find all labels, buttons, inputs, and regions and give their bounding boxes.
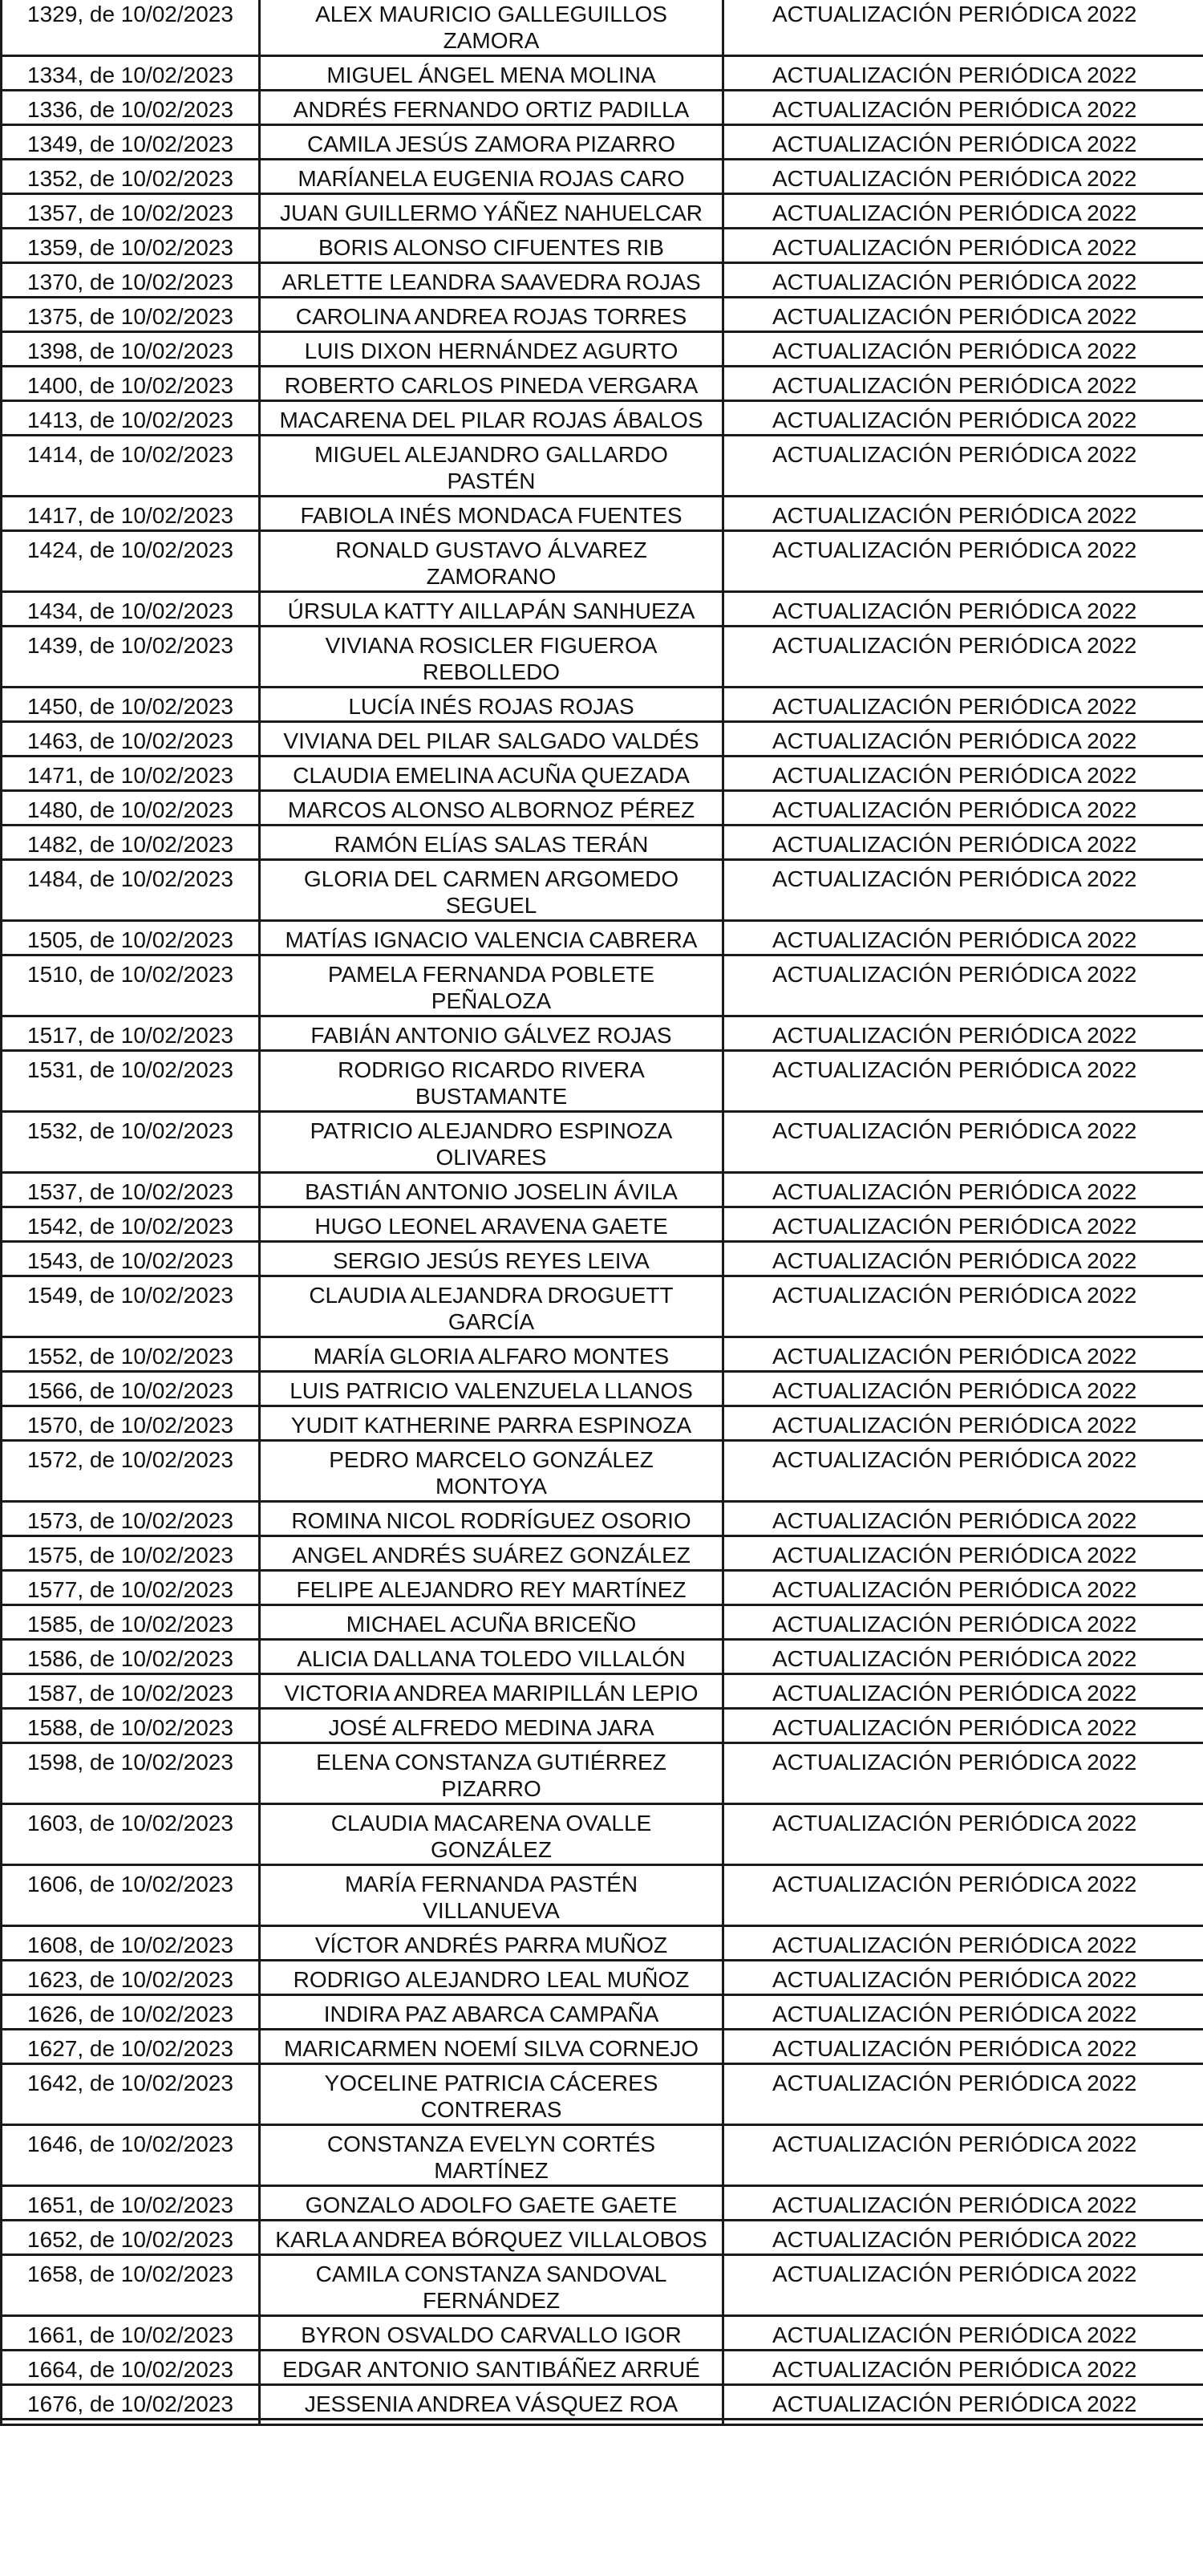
resolution-cell: 1570, de 10/02/2023 — [2, 1406, 260, 1441]
resolution-cell: 1676, de 10/02/2023 — [2, 2385, 260, 2420]
act-cell: ACTUALIZACIÓN PERIÓDICA 2022 — [723, 592, 1203, 627]
name-cell: JOSÉ ALFREDO MEDINA JARA — [260, 1709, 723, 1743]
table-row — [2, 367, 1203, 401]
resolution-cell: 1587, de 10/02/2023 — [2, 1674, 260, 1709]
act-cell: ACTUALIZACIÓN PERIÓDICA 2022 — [723, 1961, 1203, 1995]
table-row — [2, 91, 1203, 125]
name-cell: ROBERTO CARLOS PINEDA VERGARA — [260, 367, 723, 401]
act-cell: ACTUALIZACIÓN PERIÓDICA 2022 — [723, 627, 1203, 688]
table-row — [2, 1276, 1203, 1337]
table-row — [2, 2255, 1203, 2316]
name-cell: MACARENA DEL PILAR ROJAS ÁBALOS — [260, 401, 723, 436]
table-row — [2, 56, 1203, 91]
table-row — [2, 826, 1203, 860]
partial-cell — [2, 2420, 260, 2425]
act-cell: ACTUALIZACIÓN PERIÓDICA 2022 — [723, 436, 1203, 497]
resolution-cell: 1543, de 10/02/2023 — [2, 1242, 260, 1276]
act-cell: ACTUALIZACIÓN PERIÓDICA 2022 — [723, 1502, 1203, 1536]
table-row — [2, 1536, 1203, 1571]
name-cell: ROMINA NICOL RODRÍGUEZ OSORIO — [260, 1502, 723, 1536]
table-row — [2, 194, 1203, 229]
resolution-cell: 1532, de 10/02/2023 — [2, 1112, 260, 1173]
table-row — [2, 1207, 1203, 1242]
table-row — [2, 2030, 1203, 2064]
name-cell: CLAUDIA MACARENA OVALLE GONZÁLEZ — [260, 1804, 723, 1865]
table-row — [2, 298, 1203, 332]
name-cell: RODRIGO ALEJANDRO LEAL MUÑOZ — [260, 1961, 723, 1995]
name-cell: BORIS ALONSO CIFUENTES RIB — [260, 229, 723, 263]
name-cell: PAMELA FERNANDA POBLETE PEÑALOZA — [260, 955, 723, 1016]
table-row — [2, 1173, 1203, 1207]
table-row — [2, 1051, 1203, 1112]
act-cell: ACTUALIZACIÓN PERIÓDICA 2022 — [723, 91, 1203, 125]
name-cell: CLAUDIA ALEJANDRA DROGUETT GARCÍA — [260, 1276, 723, 1337]
act-cell: ACTUALIZACIÓN PERIÓDICA 2022 — [723, 1995, 1203, 2030]
act-cell: ACTUALIZACIÓN PERIÓDICA 2022 — [723, 1865, 1203, 1926]
table-row — [2, 0, 1203, 56]
resolution-cell: 1434, de 10/02/2023 — [2, 592, 260, 627]
table-row — [2, 2064, 1203, 2125]
resolution-cell: 1642, de 10/02/2023 — [2, 2064, 260, 2125]
table-row — [2, 263, 1203, 298]
table-row — [2, 1441, 1203, 1502]
name-cell: FELIPE ALEJANDRO REY MARTÍNEZ — [260, 1571, 723, 1605]
name-cell: ARLETTE LEANDRA SAAVEDRA ROJAS — [260, 263, 723, 298]
resolution-cell: 1627, de 10/02/2023 — [2, 2030, 260, 2064]
act-cell: ACTUALIZACIÓN PERIÓDICA 2022 — [723, 2351, 1203, 2385]
name-cell: INDIRA PAZ ABARCA CAMPAÑA — [260, 1995, 723, 2030]
table-row — [2, 2316, 1203, 2351]
resolution-cell: 1450, de 10/02/2023 — [2, 688, 260, 722]
resolution-cell: 1575, de 10/02/2023 — [2, 1536, 260, 1571]
resolution-cell: 1370, de 10/02/2023 — [2, 263, 260, 298]
name-cell: ANDRÉS FERNANDO ORTIZ PADILLA — [260, 91, 723, 125]
act-cell: ACTUALIZACIÓN PERIÓDICA 2022 — [723, 0, 1203, 56]
act-cell: ACTUALIZACIÓN PERIÓDICA 2022 — [723, 263, 1203, 298]
resolution-cell: 1352, de 10/02/2023 — [2, 160, 260, 194]
name-cell: MARICARMEN NOEMÍ SILVA CORNEJO — [260, 2030, 723, 2064]
resolution-cell: 1357, de 10/02/2023 — [2, 194, 260, 229]
name-cell: CAROLINA ANDREA ROJAS TORRES — [260, 298, 723, 332]
act-cell: ACTUALIZACIÓN PERIÓDICA 2022 — [723, 1926, 1203, 1961]
resolution-cell: 1608, de 10/02/2023 — [2, 1926, 260, 1961]
resolution-cell: 1510, de 10/02/2023 — [2, 955, 260, 1016]
name-cell: CAMILA CONSTANZA SANDOVAL FERNÁNDEZ — [260, 2255, 723, 2316]
act-cell: ACTUALIZACIÓN PERIÓDICA 2022 — [723, 1640, 1203, 1674]
act-cell: ACTUALIZACIÓN PERIÓDICA 2022 — [723, 2186, 1203, 2221]
resolution-cell: 1424, de 10/02/2023 — [2, 531, 260, 592]
resolution-cell: 1336, de 10/02/2023 — [2, 91, 260, 125]
name-cell: ANGEL ANDRÉS SUÁREZ GONZÁLEZ — [260, 1536, 723, 1571]
act-cell: ACTUALIZACIÓN PERIÓDICA 2022 — [723, 1441, 1203, 1502]
act-cell: ACTUALIZACIÓN PERIÓDICA 2022 — [723, 2385, 1203, 2420]
act-cell: ACTUALIZACIÓN PERIÓDICA 2022 — [723, 125, 1203, 160]
table-row — [2, 1926, 1203, 1961]
act-cell: ACTUALIZACIÓN PERIÓDICA 2022 — [723, 497, 1203, 531]
table-row — [2, 1743, 1203, 1804]
name-cell: SERGIO JESÚS REYES LEIVA — [260, 1242, 723, 1276]
resolution-cell: 1417, de 10/02/2023 — [2, 497, 260, 531]
resolution-cell: 1400, de 10/02/2023 — [2, 367, 260, 401]
act-cell: ACTUALIZACIÓN PERIÓDICA 2022 — [723, 1112, 1203, 1173]
resolution-cell: 1471, de 10/02/2023 — [2, 757, 260, 791]
table-row — [2, 1406, 1203, 1441]
resolution-cell: 1588, de 10/02/2023 — [2, 1709, 260, 1743]
act-cell: ACTUALIZACIÓN PERIÓDICA 2022 — [723, 791, 1203, 826]
resolution-cell: 1586, de 10/02/2023 — [2, 1640, 260, 1674]
resolution-cell: 1439, de 10/02/2023 — [2, 627, 260, 688]
act-cell: ACTUALIZACIÓN PERIÓDICA 2022 — [723, 229, 1203, 263]
act-cell: ACTUALIZACIÓN PERIÓDICA 2022 — [723, 2030, 1203, 2064]
resolution-cell: 1375, de 10/02/2023 — [2, 298, 260, 332]
act-cell: ACTUALIZACIÓN PERIÓDICA 2022 — [723, 298, 1203, 332]
resolution-cell: 1664, de 10/02/2023 — [2, 2351, 260, 2385]
resolution-cell: 1359, de 10/02/2023 — [2, 229, 260, 263]
name-cell: YUDIT KATHERINE PARRA ESPINOZA — [260, 1406, 723, 1441]
name-cell: RODRIGO RICARDO RIVERA BUSTAMANTE — [260, 1051, 723, 1112]
act-cell: ACTUALIZACIÓN PERIÓDICA 2022 — [723, 1406, 1203, 1441]
name-cell: PATRICIO ALEJANDRO ESPINOZA OLIVARES — [260, 1112, 723, 1173]
act-cell: ACTUALIZACIÓN PERIÓDICA 2022 — [723, 401, 1203, 436]
table-row — [2, 1502, 1203, 1536]
table-row — [2, 592, 1203, 627]
act-cell: ACTUALIZACIÓN PERIÓDICA 2022 — [723, 1372, 1203, 1406]
act-cell: ACTUALIZACIÓN PERIÓDICA 2022 — [723, 1804, 1203, 1865]
act-cell: ACTUALIZACIÓN PERIÓDICA 2022 — [723, 531, 1203, 592]
name-cell: VIVIANA DEL PILAR SALGADO VALDÉS — [260, 722, 723, 757]
act-cell: ACTUALIZACIÓN PERIÓDICA 2022 — [723, 1674, 1203, 1709]
name-cell: JESSENIA ANDREA VÁSQUEZ ROA — [260, 2385, 723, 2420]
act-cell: ACTUALIZACIÓN PERIÓDICA 2022 — [723, 2255, 1203, 2316]
table-row — [2, 2221, 1203, 2255]
act-cell: ACTUALIZACIÓN PERIÓDICA 2022 — [723, 2316, 1203, 2351]
name-cell: LUIS PATRICIO VALENZUELA LLANOS — [260, 1372, 723, 1406]
table-row — [2, 791, 1203, 826]
act-cell: ACTUALIZACIÓN PERIÓDICA 2022 — [723, 2221, 1203, 2255]
act-cell: ACTUALIZACIÓN PERIÓDICA 2022 — [723, 1016, 1203, 1051]
name-cell: ALICIA DALLANA TOLEDO VILLALÓN — [260, 1640, 723, 1674]
name-cell: HUGO LEONEL ARAVENA GAETE — [260, 1207, 723, 1242]
resolution-cell: 1572, de 10/02/2023 — [2, 1441, 260, 1502]
table-row — [2, 1804, 1203, 1865]
resolution-cell: 1484, de 10/02/2023 — [2, 860, 260, 921]
name-cell: GLORIA DEL CARMEN ARGOMEDO SEGUEL — [260, 860, 723, 921]
name-cell: BYRON OSVALDO CARVALLO IGOR — [260, 2316, 723, 2351]
name-cell: VIVIANA ROSICLER FIGUEROA REBOLLEDO — [260, 627, 723, 688]
act-cell: ACTUALIZACIÓN PERIÓDICA 2022 — [723, 1276, 1203, 1337]
table-row — [2, 860, 1203, 921]
act-cell: ACTUALIZACIÓN PERIÓDICA 2022 — [723, 1051, 1203, 1112]
table-row — [2, 401, 1203, 436]
name-cell: ELENA CONSTANZA GUTIÉRREZ PIZARRO — [260, 1743, 723, 1804]
name-cell: CONSTANZA EVELYN CORTÉS MARTÍNEZ — [260, 2125, 723, 2186]
act-cell: ACTUALIZACIÓN PERIÓDICA 2022 — [723, 1536, 1203, 1571]
resolution-cell: 1652, de 10/02/2023 — [2, 2221, 260, 2255]
table-row — [2, 757, 1203, 791]
name-cell: EDGAR ANTONIO SANTIBÁÑEZ ARRUÉ — [260, 2351, 723, 2385]
resolution-cell: 1505, de 10/02/2023 — [2, 921, 260, 955]
table-row — [2, 2186, 1203, 2221]
name-cell: KARLA ANDREA BÓRQUEZ VILLALOBOS — [260, 2221, 723, 2255]
records-body — [2, 0, 1203, 2425]
resolution-cell: 1329, de 10/02/2023 — [2, 0, 260, 56]
name-cell: MARCOS ALONSO ALBORNOZ PÉREZ — [260, 791, 723, 826]
table-row — [2, 2385, 1203, 2420]
resolution-cell: 1585, de 10/02/2023 — [2, 1605, 260, 1640]
act-cell: ACTUALIZACIÓN PERIÓDICA 2022 — [723, 1173, 1203, 1207]
act-cell: ACTUALIZACIÓN PERIÓDICA 2022 — [723, 1709, 1203, 1743]
table-row — [2, 955, 1203, 1016]
act-cell: ACTUALIZACIÓN PERIÓDICA 2022 — [723, 826, 1203, 860]
table-row — [2, 1995, 1203, 2030]
partial-cell — [723, 2420, 1203, 2425]
name-cell: FABIÁN ANTONIO GÁLVEZ ROJAS — [260, 1016, 723, 1051]
resolution-cell: 1658, de 10/02/2023 — [2, 2255, 260, 2316]
table-row — [2, 1112, 1203, 1173]
resolution-cell: 1651, de 10/02/2023 — [2, 2186, 260, 2221]
resolution-cell: 1661, de 10/02/2023 — [2, 2316, 260, 2351]
table-row — [2, 1961, 1203, 1995]
table-row — [2, 722, 1203, 757]
name-cell: LUIS DIXON HERNÁNDEZ AGURTO — [260, 332, 723, 367]
act-cell: ACTUALIZACIÓN PERIÓDICA 2022 — [723, 1242, 1203, 1276]
table-row — [2, 531, 1203, 592]
name-cell: MARÍA FERNANDA PASTÉN VILLANUEVA — [260, 1865, 723, 1926]
act-cell: ACTUALIZACIÓN PERIÓDICA 2022 — [723, 1743, 1203, 1804]
table-row — [2, 1709, 1203, 1743]
name-cell: ALEX MAURICIO GALLEGUILLOS ZAMORA — [260, 0, 723, 56]
resolution-cell: 1334, de 10/02/2023 — [2, 56, 260, 91]
resolution-cell: 1480, de 10/02/2023 — [2, 791, 260, 826]
resolution-cell: 1463, de 10/02/2023 — [2, 722, 260, 757]
name-cell: MIGUEL ÁNGEL MENA MOLINA — [260, 56, 723, 91]
name-cell: CLAUDIA EMELINA ACUÑA QUEZADA — [260, 757, 723, 791]
table-row — [2, 497, 1203, 531]
table-row — [2, 1605, 1203, 1640]
resolution-cell: 1542, de 10/02/2023 — [2, 1207, 260, 1242]
resolution-cell: 1603, de 10/02/2023 — [2, 1804, 260, 1865]
resolution-cell: 1537, de 10/02/2023 — [2, 1173, 260, 1207]
act-cell: ACTUALIZACIÓN PERIÓDICA 2022 — [723, 2064, 1203, 2125]
resolution-cell: 1623, de 10/02/2023 — [2, 1961, 260, 1995]
act-cell: ACTUALIZACIÓN PERIÓDICA 2022 — [723, 722, 1203, 757]
name-cell: PEDRO MARCELO GONZÁLEZ MONTOYA — [260, 1441, 723, 1502]
table-row — [2, 160, 1203, 194]
table-row — [2, 332, 1203, 367]
table-row — [2, 1337, 1203, 1372]
table-row — [2, 1242, 1203, 1276]
act-cell: ACTUALIZACIÓN PERIÓDICA 2022 — [723, 757, 1203, 791]
table-row — [2, 1372, 1203, 1406]
resolution-cell: 1646, de 10/02/2023 — [2, 2125, 260, 2186]
table-row — [2, 1674, 1203, 1709]
name-cell: MIGUEL ALEJANDRO GALLARDO PASTÉN — [260, 436, 723, 497]
resolution-cell: 1398, de 10/02/2023 — [2, 332, 260, 367]
table-row — [2, 2351, 1203, 2385]
act-cell: ACTUALIZACIÓN PERIÓDICA 2022 — [723, 955, 1203, 1016]
table-row — [2, 627, 1203, 688]
table-row-partial — [2, 2420, 1203, 2425]
resolution-cell: 1549, de 10/02/2023 — [2, 1276, 260, 1337]
name-cell: ÚRSULA KATTY AILLAPÁN SANHUEZA — [260, 592, 723, 627]
resolution-cell: 1517, de 10/02/2023 — [2, 1016, 260, 1051]
act-cell: ACTUALIZACIÓN PERIÓDICA 2022 — [723, 860, 1203, 921]
name-cell: VÍCTOR ANDRÉS PARRA MUÑOZ — [260, 1926, 723, 1961]
resolution-cell: 1573, de 10/02/2023 — [2, 1502, 260, 1536]
resolution-cell: 1414, de 10/02/2023 — [2, 436, 260, 497]
name-cell: RAMÓN ELÍAS SALAS TERÁN — [260, 826, 723, 860]
act-cell: ACTUALIZACIÓN PERIÓDICA 2022 — [723, 1207, 1203, 1242]
resolution-cell: 1482, de 10/02/2023 — [2, 826, 260, 860]
table-row — [2, 436, 1203, 497]
resolution-cell: 1577, de 10/02/2023 — [2, 1571, 260, 1605]
name-cell: JUAN GUILLERMO YÁÑEZ NAHUELCAR — [260, 194, 723, 229]
act-cell: ACTUALIZACIÓN PERIÓDICA 2022 — [723, 2125, 1203, 2186]
resolution-cell: 1626, de 10/02/2023 — [2, 1995, 260, 2030]
table-row — [2, 2125, 1203, 2186]
act-cell: ACTUALIZACIÓN PERIÓDICA 2022 — [723, 1605, 1203, 1640]
name-cell: MARÍA GLORIA ALFARO MONTES — [260, 1337, 723, 1372]
table-row — [2, 688, 1203, 722]
resolution-cell: 1349, de 10/02/2023 — [2, 125, 260, 160]
resolution-cell: 1413, de 10/02/2023 — [2, 401, 260, 436]
name-cell: MICHAEL ACUÑA BRICEÑO — [260, 1605, 723, 1640]
table-row — [2, 125, 1203, 160]
partial-cell — [260, 2420, 723, 2425]
act-cell: ACTUALIZACIÓN PERIÓDICA 2022 — [723, 160, 1203, 194]
resolution-cell: 1552, de 10/02/2023 — [2, 1337, 260, 1372]
name-cell: BASTIÁN ANTONIO JOSELIN ÁVILA — [260, 1173, 723, 1207]
table-row — [2, 1016, 1203, 1051]
name-cell: CAMILA JESÚS ZAMORA PIZARRO — [260, 125, 723, 160]
act-cell: ACTUALIZACIÓN PERIÓDICA 2022 — [723, 1337, 1203, 1372]
table-row — [2, 921, 1203, 955]
name-cell: RONALD GUSTAVO ÁLVAREZ ZAMORANO — [260, 531, 723, 592]
name-cell: FABIOLA INÉS MONDACA FUENTES — [260, 497, 723, 531]
name-cell: VICTORIA ANDREA MARIPILLÁN LEPIO — [260, 1674, 723, 1709]
table-row — [2, 1571, 1203, 1605]
act-cell: ACTUALIZACIÓN PERIÓDICA 2022 — [723, 688, 1203, 722]
table-row — [2, 1640, 1203, 1674]
name-cell: LUCÍA INÉS ROJAS ROJAS — [260, 688, 723, 722]
resolution-cell: 1606, de 10/02/2023 — [2, 1865, 260, 1926]
resolution-cell: 1598, de 10/02/2023 — [2, 1743, 260, 1804]
resolution-cell: 1531, de 10/02/2023 — [2, 1051, 260, 1112]
act-cell: ACTUALIZACIÓN PERIÓDICA 2022 — [723, 1571, 1203, 1605]
table-row — [2, 229, 1203, 263]
act-cell: ACTUALIZACIÓN PERIÓDICA 2022 — [723, 332, 1203, 367]
name-cell: YOCELINE PATRICIA CÁCERES CONTRERAS — [260, 2064, 723, 2125]
name-cell: MATÍAS IGNACIO VALENCIA CABRERA — [260, 921, 723, 955]
act-cell: ACTUALIZACIÓN PERIÓDICA 2022 — [723, 921, 1203, 955]
name-cell: MARÍANELA EUGENIA ROJAS CARO — [260, 160, 723, 194]
name-cell: GONZALO ADOLFO GAETE GAETE — [260, 2186, 723, 2221]
act-cell: ACTUALIZACIÓN PERIÓDICA 2022 — [723, 56, 1203, 91]
resolution-cell: 1566, de 10/02/2023 — [2, 1372, 260, 1406]
act-cell: ACTUALIZACIÓN PERIÓDICA 2022 — [723, 367, 1203, 401]
act-cell: ACTUALIZACIÓN PERIÓDICA 2022 — [723, 194, 1203, 229]
table-row — [2, 1865, 1203, 1926]
